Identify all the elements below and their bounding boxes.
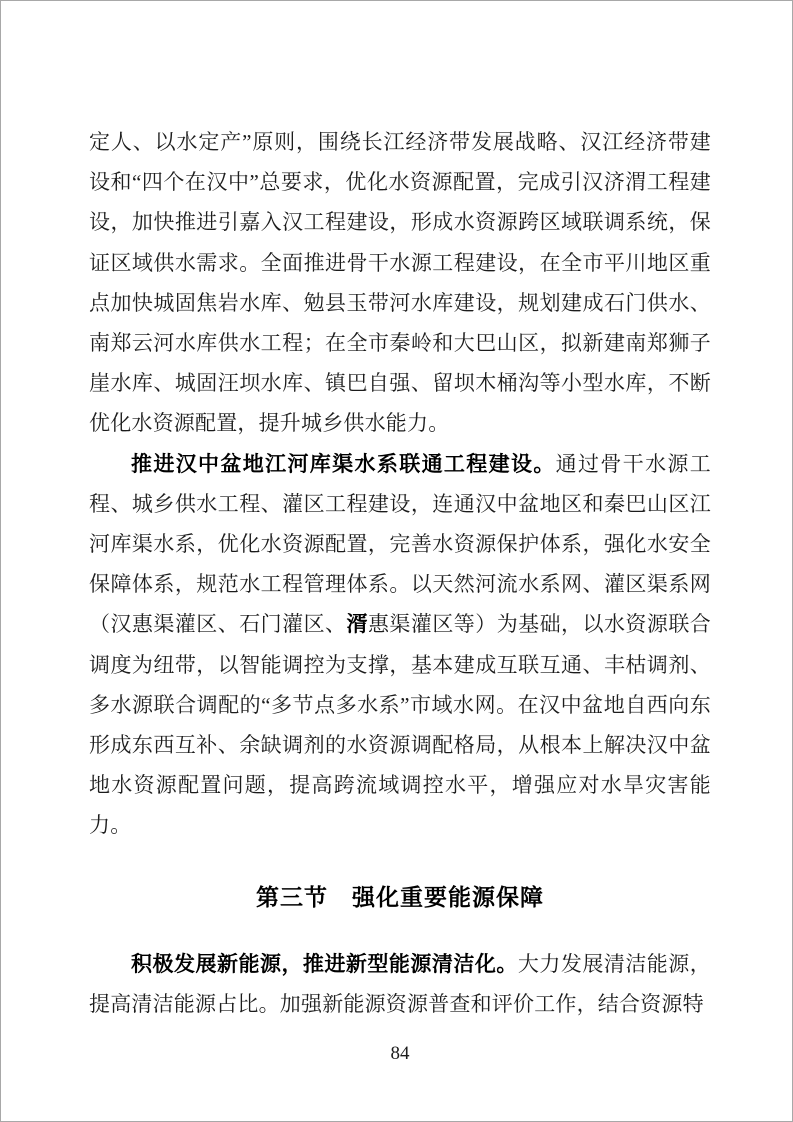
paragraph-group-bottom xyxy=(89,944,711,1024)
paragraph xyxy=(89,444,711,846)
body-text: 通过骨干水源工程、城乡供水工程、灌区工程建设，连通汉中盆地区和秦巴山区江河库渠水系，优化水资源配置，完善水资源保护体系，强化水安全保障体系，规范水工程管理体系。以天然河流水系网、灌区渠系网（汉惠渠灌区、石门灌区、 xyxy=(89,451,711,637)
body-text: 定人、以水定产”原则，围绕长江经济带发展战略、汉江经济带建设和“四个在汉中”总要求，优化水资源配置，完成引汉济渭工程建设，加快推进引嘉入汉工程建设，形成水资源跨区域联调系统，保证区域供水需求。全面推进骨干水源工程建设，在全市平川地区重点加快城固焦岩水库、勉县玉带河水库建设，规划建成石门供水、南郑云河水库供水工程；在全市秦岭和大巴山区，拟新建南郑狮子崖水库、城固汪坝水库、镇巴自强、留坝木桶沟等小型水库，不断优化水资源配置，提升城乡供水能力。 xyxy=(89,130,711,436)
paragraph xyxy=(89,122,711,444)
page-number: 84 xyxy=(390,1043,410,1064)
paragraph-group-top xyxy=(89,122,711,846)
page-body xyxy=(89,122,711,1024)
body-text: 大力发展清洁能源，提高清洁能源占比。加强新能源资源普查和评价工作，结合资源特 xyxy=(89,951,711,1016)
section-heading: 第三节 强化重要能源保障 xyxy=(256,884,544,910)
bold-lead-text: 湑 xyxy=(346,612,368,637)
body-text: 惠渠灌区等）为基础，以水资源联合调度为纽带，以智能调控为支撑，基本建成互联互通、丰枯调剂、多水源联合调配的“多节点多水系”市域水网。在汉中盆地自西向东形成东西互补、余缺调剂的水资源调配格局，从根本上解决汉中盆地水资源配置问题，提高跨流域调控水平，增强应对水旱灾害能力。 xyxy=(89,612,712,838)
paragraph xyxy=(89,944,711,1024)
bold-lead-text: 积极发展新能源，推进新型能源清洁化。 xyxy=(131,951,518,976)
bold-lead-text: 推进汉中盆地江河库渠水系联通工程建设。 xyxy=(131,451,556,476)
